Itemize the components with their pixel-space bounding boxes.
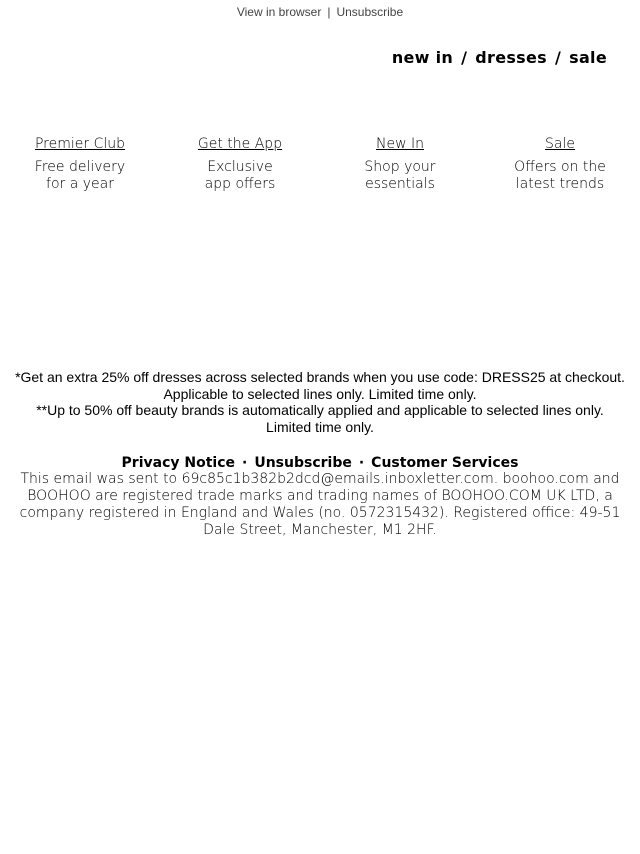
disclaimer-line: *Get an extra 25% off dresses across selected brands when you use code: DRESS25 at checkout. Applicable to selected lines only. Limited time only.: [15, 369, 625, 402]
feature-title[interactable]: New In: [376, 136, 424, 152]
legal-text: [0, 471, 640, 539]
legal-paragraph: This email was sent to 69c85c1b382b2dcd@emails.inboxletter.com. boohoo.com and BOOHOO are registered trade marks and trading names of BOOHOO.COM UK LTD, a company registered in England and Wales (no. 0572315432). Registered office: 49-51 Dale Street, Manchester, M1 2HF.: [19, 471, 621, 538]
nav-separator: /: [461, 48, 468, 67]
footer-links: [0, 454, 640, 472]
feature-desc: for a year: [46, 176, 114, 192]
feature-new-in[interactable]: [320, 136, 480, 193]
feature-row: [0, 136, 640, 193]
feature-desc: app offers: [204, 176, 276, 192]
feature-premier-club[interactable]: [0, 136, 160, 193]
nav-sale[interactable]: sale: [569, 48, 607, 67]
nav-new-in[interactable]: new in: [391, 48, 454, 67]
terms-disclaimer: [0, 369, 640, 436]
preheader-separator: |: [327, 5, 331, 19]
main-nav: [392, 47, 607, 69]
privacy-notice-link[interactable]: Privacy Notice: [121, 455, 235, 471]
feature-title[interactable]: Premier Club: [34, 136, 126, 152]
feature-desc: Free delivery: [34, 159, 126, 175]
feature-desc: essentials: [365, 176, 435, 192]
feature-desc: Exclusive: [207, 159, 273, 175]
feature-get-the-app[interactable]: [160, 136, 320, 193]
footer-separator: ·: [242, 455, 248, 471]
footer-separator: ·: [358, 455, 365, 471]
customer-services-link[interactable]: Customer Services: [371, 455, 519, 471]
feature-desc: Shop your: [364, 159, 436, 175]
preheader-unsubscribe-link[interactable]: Unsubscribe: [336, 5, 404, 19]
feature-desc: latest trends: [515, 176, 605, 192]
feature-title[interactable]: Sale: [545, 136, 575, 152]
view-in-browser-link[interactable]: View in browser: [236, 5, 322, 19]
footer-unsubscribe-link[interactable]: Unsubscribe: [254, 455, 352, 471]
nav-dresses[interactable]: dresses: [475, 48, 547, 67]
preheader-bar: [0, 4, 640, 20]
feature-title[interactable]: Get the App: [197, 136, 283, 152]
feature-sale[interactable]: [480, 136, 640, 193]
disclaimer-line: **Up to 50% off beauty brands is automatically applied and applicable to selected lines only. Limited time only.: [36, 402, 604, 436]
feature-desc: Offers on the: [514, 159, 606, 175]
nav-separator: /: [554, 48, 562, 67]
